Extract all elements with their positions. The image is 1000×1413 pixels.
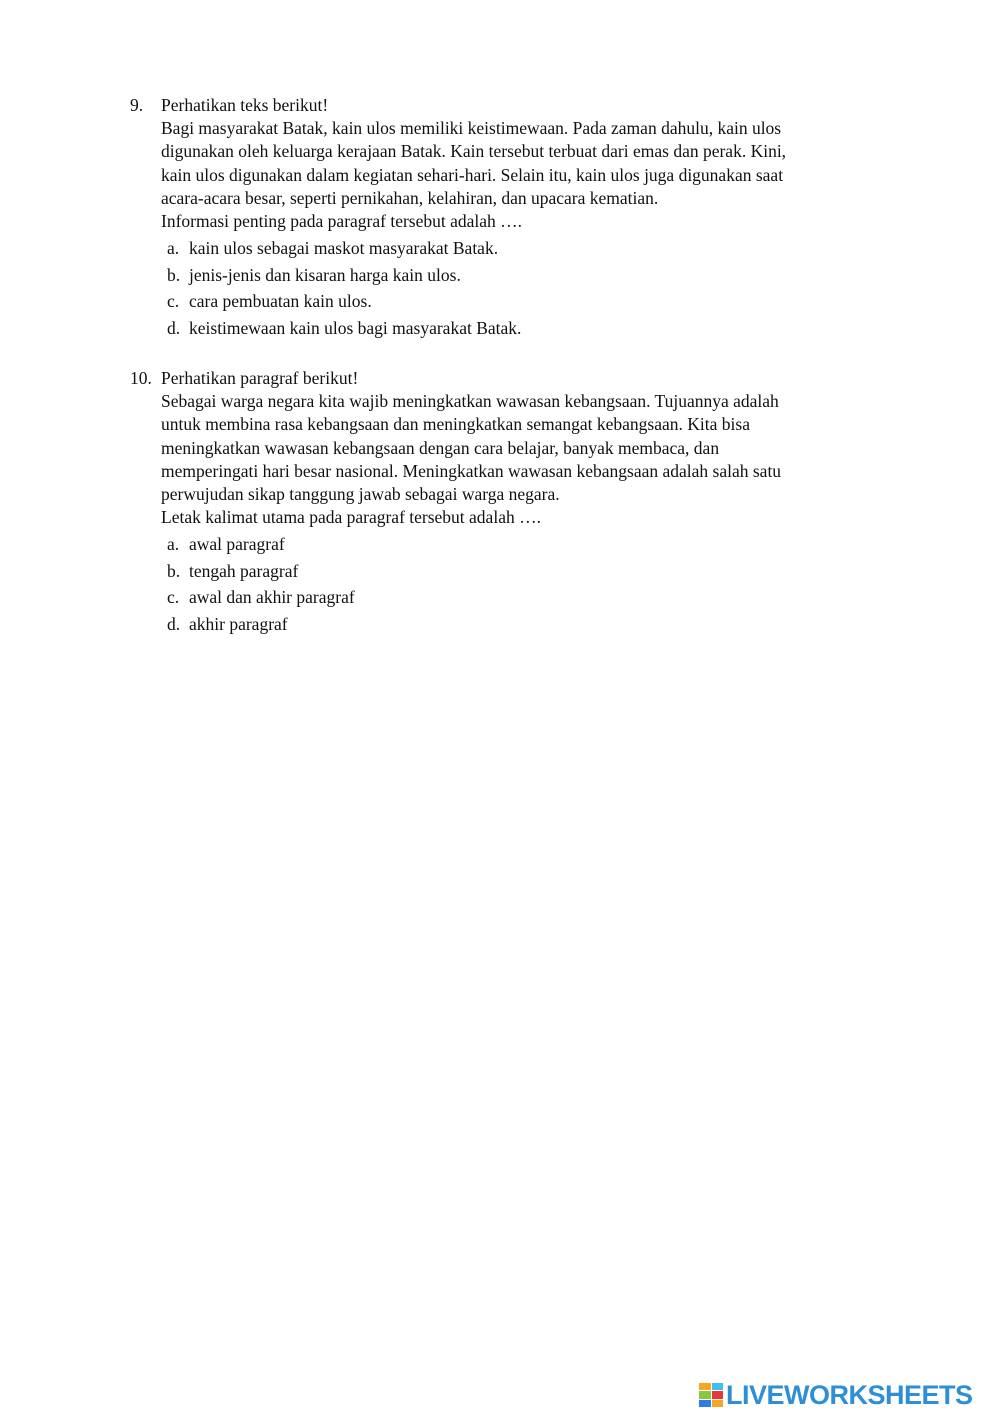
question-text: Letak kalimat utama pada paragraf tersebut adalah …. [161, 507, 541, 528]
passage-line: kain ulos digunakan dalam kegiatan sehari-hari. Selain itu, kain ulos juga digunakan saat [161, 164, 784, 185]
question-number: 9. [130, 95, 144, 115]
liveworksheets-logo [699, 1380, 973, 1410]
answer-option-c[interactable] [167, 584, 890, 611]
option-letter: b. [167, 264, 181, 285]
answer-option-a[interactable] [167, 531, 890, 558]
option-letter: c. [167, 291, 180, 312]
option-text: kain ulos sebagai maskot masyarakat Batak. [189, 238, 499, 259]
option-text: awal dan akhir paragraf [189, 587, 355, 608]
passage-line: meningkatkan wawasan kebangsaan dengan cara belajar, banyak membaca, dan [161, 437, 720, 458]
question-10 [130, 367, 890, 637]
option-letter: a. [167, 238, 180, 259]
option-text: akhir paragraf [189, 613, 288, 634]
question-passage [161, 390, 890, 529]
answer-option-d[interactable] [167, 315, 890, 342]
passage-line: Sebagai warga negara kita wajib meningkatkan wawasan kebangsaan. Tujuannya adalah [161, 391, 779, 412]
liveworksheets-logo-icon [699, 1383, 723, 1407]
passage-line: acara-acara besar, seperti pernikahan, kelahiran, dan upacara kematian. [161, 187, 659, 208]
answer-option-b[interactable] [167, 262, 890, 289]
question-prompt: Perhatikan teks berikut! [161, 95, 329, 115]
option-text: tengah paragraf [189, 560, 299, 581]
passage-line: memperingati hari besar nasional. Meningkatkan wawasan kebangsaan adalah salah satu [161, 460, 782, 481]
passage-line: digunakan oleh keluarga kerajaan Batak. Kain tersebut terbuat dari emas dan perak. Kini, [161, 141, 787, 162]
option-letter: d. [167, 613, 181, 634]
answer-option-d[interactable] [167, 611, 890, 638]
logo-text: LIVEWORKSHEETS [726, 1380, 973, 1410]
option-letter: a. [167, 534, 180, 555]
option-letter: d. [167, 317, 181, 338]
option-letter: b. [167, 560, 181, 581]
option-text: keistimewaan kain ulos bagi masyarakat Batak. [189, 317, 522, 338]
option-text: cara pembuatan kain ulos. [189, 291, 372, 312]
question-9 [130, 94, 890, 341]
option-text: jenis-jenis dan kisaran harga kain ulos. [189, 264, 461, 285]
option-letter: c. [167, 587, 180, 608]
question-passage [161, 117, 890, 233]
question-prompt: Perhatikan paragraf berikut! [161, 368, 359, 388]
question-number: 10. [130, 368, 152, 388]
option-text: awal paragraf [189, 534, 285, 555]
answer-option-c[interactable] [167, 288, 890, 315]
answer-option-b[interactable] [167, 558, 890, 585]
answer-options [167, 531, 890, 637]
passage-line: untuk membina rasa kebangsaan dan meningkatkan semangat kebangsaan. Kita bisa [161, 414, 750, 435]
question-header [130, 94, 890, 117]
passage-line: perwujudan sikap tanggung jawab sebagai warga negara. [161, 484, 560, 505]
answer-options [167, 235, 890, 341]
question-text: Informasi penting pada paragraf tersebut adalah …. [161, 211, 523, 232]
answer-option-a[interactable] [167, 235, 890, 262]
passage-line: Bagi masyarakat Batak, kain ulos memiliki keistimewaan. Pada zaman dahulu, kain ulos [161, 118, 782, 139]
question-header [130, 367, 890, 390]
